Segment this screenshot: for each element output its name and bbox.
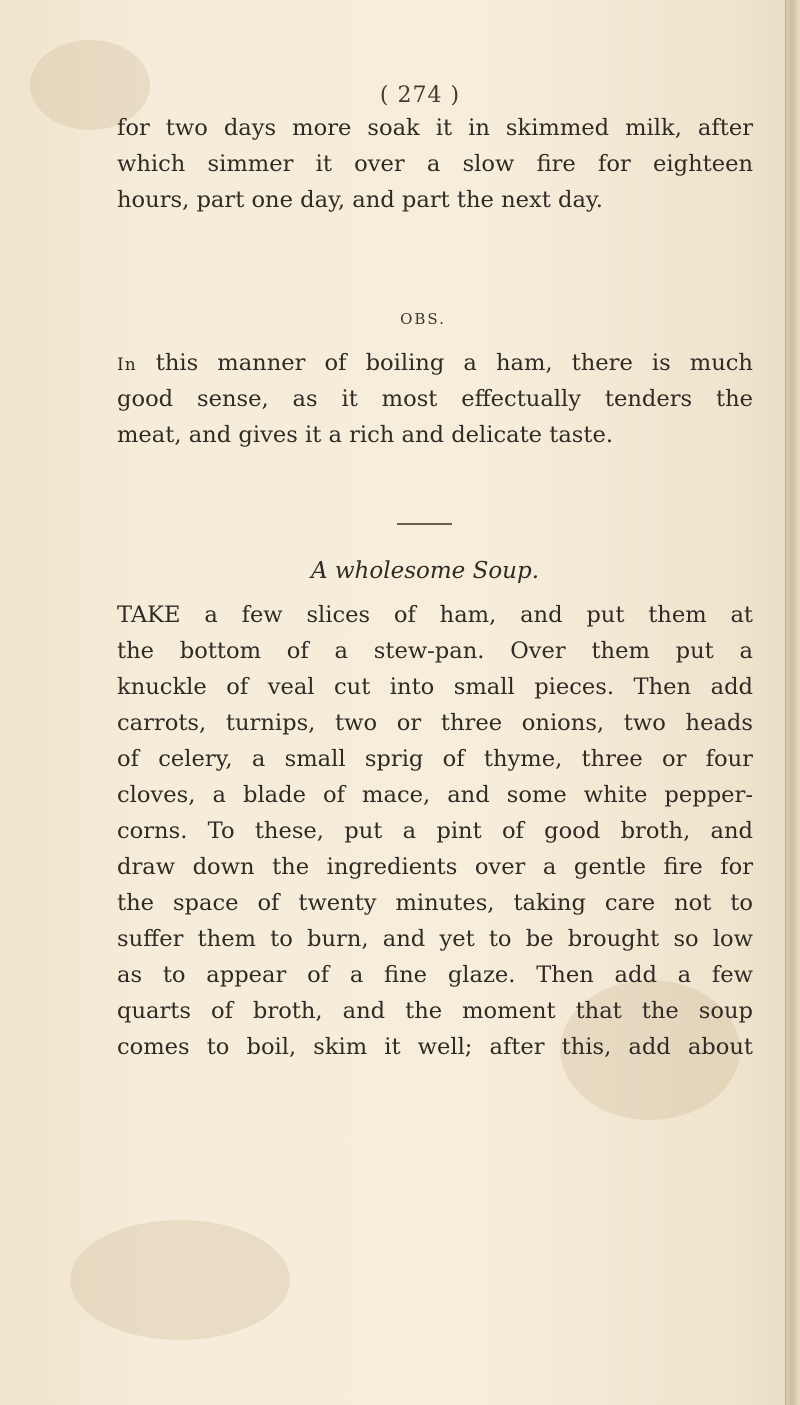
text-line: cloves, a blade of mace, and some white pepper- bbox=[117, 782, 753, 808]
continuation-paragraph bbox=[117, 110, 753, 218]
text-line: meat, and gives it a rich and delicate taste. bbox=[117, 422, 614, 448]
text-line: TAKE a few slices of ham, and put them at bbox=[117, 602, 753, 628]
drop-initial: In bbox=[117, 355, 137, 375]
text-line: comes to boil, skim it well; after this, add about bbox=[117, 1034, 753, 1060]
section-divider bbox=[397, 523, 452, 525]
page-edge bbox=[785, 0, 800, 1405]
text-line: of celery, a small sprig of thyme, three or four bbox=[117, 746, 753, 772]
text-line: corns. To these, put a pint of good broth, and bbox=[117, 818, 753, 844]
text-line: carrots, turnips, two or three onions, two heads bbox=[117, 710, 753, 736]
text-line: knuckle of veal cut into small pieces. Then add bbox=[117, 674, 753, 700]
text-line: suffer them to burn, and yet to be brought so low bbox=[117, 926, 753, 952]
obs-heading: OBS. bbox=[400, 310, 446, 328]
text-line: draw down the ingredients over a gentle fire for bbox=[117, 854, 753, 880]
text-line bbox=[117, 345, 753, 381]
obs-paragraph bbox=[117, 345, 753, 453]
text-line: as to appear of a fine glaze. Then add a few bbox=[117, 962, 753, 988]
text-line: for two days more soak it in skimmed milk, after bbox=[117, 115, 753, 141]
text-line: hours, part one day, and part the next day. bbox=[117, 187, 603, 213]
paper-stain bbox=[70, 1220, 290, 1340]
text-line: which simmer it over a slow fire for eighteen bbox=[117, 151, 753, 177]
recipe-title: A wholesome Soup. bbox=[310, 558, 540, 584]
text-line: the space of twenty minutes, taking care not to bbox=[117, 890, 753, 916]
text-line: the bottom of a stew-pan. Over them put a bbox=[117, 638, 753, 664]
text-line-body: this manner of boiling a ham, there is much bbox=[136, 350, 753, 376]
recipe-paragraph bbox=[117, 597, 753, 1065]
text-line: good sense, as it most effectually tenders the bbox=[117, 386, 753, 412]
text-line: quarts of broth, and the moment that the soup bbox=[117, 998, 753, 1024]
page-number: ( 274 ) bbox=[379, 83, 461, 108]
